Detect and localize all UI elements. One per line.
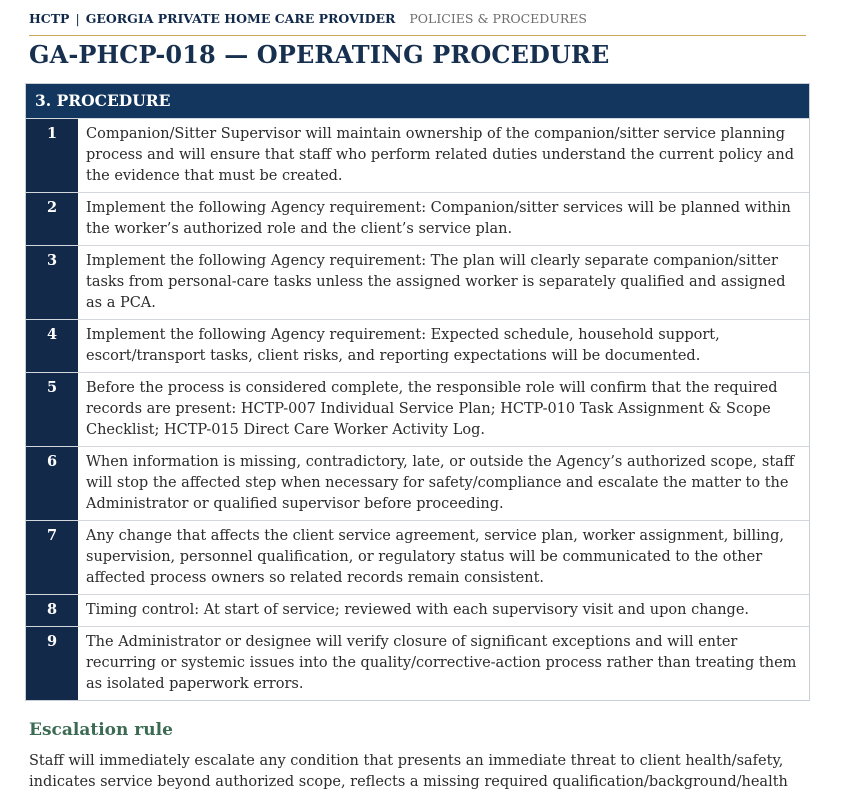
header-title: GEORGIA PRIVATE HOME CARE PROVIDER [85, 11, 396, 26]
procedure-step [26, 245, 809, 319]
step-text: Before the process is considered complete, the responsible role will confirm that the required records are present: HCTP-007 Individual Service Plan; HCTP-010 Task Assignment & Scope Checklist; HCTP-015 Direct Care Worker Activity Log. [86, 380, 778, 438]
header-org: HCTP [29, 11, 70, 26]
step-number: 7 [26, 521, 78, 594]
step-text: Implement the following Agency requirement: The plan will clearly separate companion/sitter tasks from personal-care tasks unless the assigned worker is separately qualified and assigned as a PCA. [86, 253, 786, 311]
escalation-body: Staff will immediately escalate any condition that presents an immediate threat to client health/safety, indicates service beyond authorized scope, reflects a missing required qualification/background/health [29, 753, 788, 790]
document-title: GA-PHCP-018 — OPERATING PROCEDURE [29, 40, 610, 69]
step-text: Timing control: At start of service; reviewed with each supervisory visit and upon change. [86, 602, 750, 618]
procedure-step [26, 372, 809, 446]
header-separator: | [75, 11, 80, 26]
step-text: Any change that affects the client service agreement, service plan, worker assignment, billing, supervision, personnel qualification, or regulatory status will be communicated to the other affected process owners so related records remain consistent. [86, 528, 784, 586]
step-number: 3 [26, 246, 78, 319]
step-number: 6 [26, 447, 78, 520]
step-text: Implement the following Agency requirement: Companion/sitter services will be planned within the worker’s authorized role and the client’s service plan. [86, 200, 791, 237]
procedure-step [26, 192, 809, 245]
procedure-table [25, 83, 810, 701]
procedure-step [26, 446, 809, 520]
procedure-step [26, 626, 809, 700]
procedure-step [26, 520, 809, 594]
step-number: 1 [26, 119, 78, 192]
procedure-step [26, 118, 809, 192]
step-text: Implement the following Agency requirement: Expected schedule, household support, escort/transport tasks, client risks, and reporting expectations will be documented. [86, 327, 720, 364]
procedure-heading: 3. PROCEDURE [26, 84, 809, 118]
step-number: 4 [26, 320, 78, 372]
step-number: 2 [26, 193, 78, 245]
header-section: POLICIES & PROCEDURES [409, 11, 587, 26]
escalation-heading: Escalation rule [29, 720, 173, 740]
step-text: The Administrator or designee will verify closure of significant exceptions and will enter recurring or systemic issues into the quality/corrective-action process rather than treating them as isolated paperwork errors. [86, 634, 797, 692]
procedure-step [26, 594, 809, 626]
document-header [29, 11, 806, 36]
step-number: 9 [26, 627, 78, 700]
procedure-step [26, 319, 809, 372]
step-text: Companion/Sitter Supervisor will maintain ownership of the companion/sitter service planning process and will ensure that staff who perform related duties understand the current policy and the evidence that must be created. [86, 126, 795, 184]
step-number: 5 [26, 373, 78, 446]
step-number: 8 [26, 595, 78, 626]
step-text: When information is missing, contradictory, late, or outside the Agency’s authorized scope, staff will stop the affected step when necessary for safety/compliance and escalate the matter to the Administrator or qualified supervisor before proceeding. [86, 454, 795, 512]
